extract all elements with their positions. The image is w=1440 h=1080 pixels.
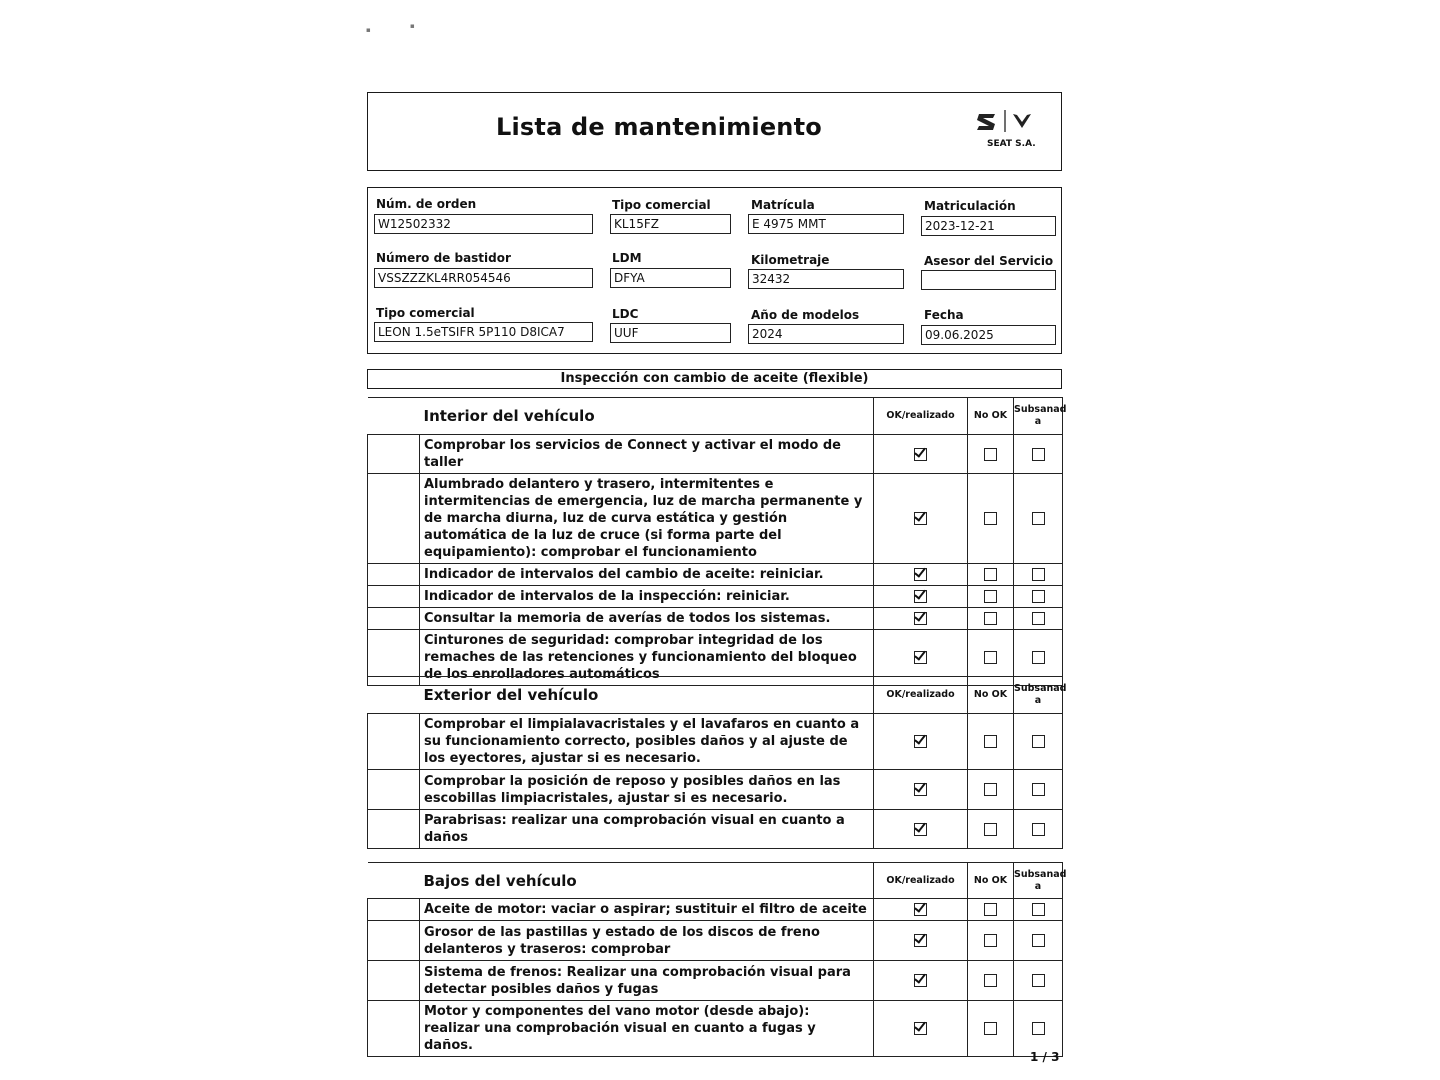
task-description: Indicador de intervalos de la inspección: reiniciar. [420,586,874,608]
field-label: Matriculación [924,199,1016,213]
table-row [368,961,1063,1001]
fixed-checkbox[interactable] [1032,735,1045,748]
ok-checkbox-cell [874,961,968,1001]
task-description: Indicador de intervalos del cambio de aceite: reiniciar. [420,564,874,586]
scan-speck: ▪ [366,26,371,34]
fixed-column-header: Subsanad a [1014,398,1063,435]
ok-checkbox[interactable] [914,590,927,603]
fixed-checkbox-cell [1014,474,1063,564]
registration-date-field: 2023-12-21 [921,216,1056,236]
scan-speck: ▪ [410,22,415,30]
ok-checkbox[interactable] [914,735,927,748]
section-title: Bajos del vehículo [368,863,874,899]
ldc-field: UUF [610,323,731,343]
not-ok-checkbox-cell [968,714,1014,770]
field-label: Número de bastidor [376,251,511,265]
mileage-field: 32432 [748,269,904,289]
ok-checkbox[interactable] [914,934,927,947]
table-row [368,714,1063,770]
not-ok-checkbox-cell [968,608,1014,630]
fixed-checkbox[interactable] [1032,612,1045,625]
ok-checkbox[interactable] [914,903,927,916]
fixed-column-header: Subsanad a [1014,677,1063,714]
fixed-checkbox[interactable] [1032,568,1045,581]
not-ok-checkbox[interactable] [984,974,997,987]
field-label: Año de modelos [751,308,860,322]
not-ok-checkbox-cell [968,810,1014,849]
row-marker [368,586,420,608]
ok-checkbox[interactable] [914,568,927,581]
order-number-field: W12502332 [374,214,593,234]
field-label: Fecha [924,308,964,322]
task-description: Comprobar el limpialavacristales y el lavafaros en cuanto a su funcionamiento correcto, posibles daños y al ajuste de los eyectores, ajustar si es necesario. [420,714,874,770]
fixed-checkbox-cell [1014,810,1063,849]
row-marker [368,1001,420,1057]
row-marker [368,810,420,849]
not-ok-checkbox[interactable] [984,612,997,625]
fixed-checkbox[interactable] [1032,974,1045,987]
table-row [368,770,1063,810]
row-marker [368,921,420,961]
table-row [368,564,1063,586]
task-description: Consultar la memoria de averías de todos los sistemas. [420,608,874,630]
not-ok-checkbox-cell [968,474,1014,564]
task-description: Motor y componentes del vano motor (desde abajo): realizar una comprobación visual en cuanto a fugas y daños. [420,1001,874,1057]
commercial-type-code-field: KL15FZ [610,214,731,234]
field-label: Tipo comercial [612,198,711,212]
row-marker [368,714,420,770]
task-description: Alumbrado delantero y trasero, intermitentes e intermitencias de emergencia, luz de marcha permanente y de marcha diurna, luz de curva estática y gestión automática de la luz de cruce (si forma parte del equipamiento): comprobar el funcionamiento [420,474,874,564]
fixed-checkbox-cell [1014,770,1063,810]
not-ok-checkbox[interactable] [984,903,997,916]
ok-checkbox-cell [874,770,968,810]
ok-column-header: OK/realizado [874,863,968,899]
date-field: 09.06.2025 [921,325,1056,345]
not-ok-checkbox-cell [968,770,1014,810]
field-label: Núm. de orden [376,197,477,211]
fixed-checkbox-cell [1014,921,1063,961]
commercial-type-field: LEON 1.5eTSIFR 5P110 D8ICA7 [374,322,593,342]
not-ok-checkbox[interactable] [984,735,997,748]
ok-checkbox-cell [874,1001,968,1057]
row-marker [368,474,420,564]
table-row [368,435,1063,474]
row-marker [368,564,420,586]
fixed-checkbox[interactable] [1032,903,1045,916]
task-description: Cinturones de seguridad: comprobar integridad de los remaches de las retenciones y funcionamiento del bloqueo de los enrolladores automáticos [420,630,874,686]
fixed-checkbox-cell [1014,961,1063,1001]
ok-checkbox-cell [874,474,968,564]
not-ok-checkbox-cell [968,961,1014,1001]
fixed-checkbox-cell [1014,564,1063,586]
row-marker [368,899,420,921]
fixed-checkbox[interactable] [1032,651,1045,664]
fixed-checkbox[interactable] [1032,1022,1045,1035]
task-description: Sistema de frenos: Realizar una comprobación visual para detectar posibles daños y fugas [420,961,874,1001]
fixed-checkbox[interactable] [1032,590,1045,603]
ok-checkbox[interactable] [914,974,927,987]
interior-section [367,397,1067,686]
fixed-column-header: Subsanad a [1014,863,1063,899]
not-ok-checkbox[interactable] [984,1022,997,1035]
model-year-field: 2024 [748,324,904,344]
task-description: Aceite de motor: vaciar o aspirar; sustituir el filtro de aceite [420,899,874,921]
table-row [368,1001,1063,1057]
ok-checkbox-cell [874,564,968,586]
field-label: Kilometraje [751,253,830,267]
fixed-checkbox-cell [1014,586,1063,608]
ok-checkbox-cell [874,608,968,630]
license-plate-field: E 4975 MMT [748,214,904,234]
not-ok-column-header: No OK [968,398,1014,435]
not-ok-column-header: No OK [968,677,1014,714]
field-label: Tipo comercial [376,306,475,320]
fixed-checkbox-cell [1014,899,1063,921]
not-ok-checkbox-cell [968,1001,1014,1057]
table-row [368,586,1063,608]
company-name: SEAT S.A. [987,139,1036,149]
fixed-checkbox-cell [1014,435,1063,474]
table-row [368,474,1063,564]
ok-checkbox[interactable] [914,512,927,525]
fixed-checkbox[interactable] [1032,823,1045,836]
not-ok-checkbox-cell [968,899,1014,921]
task-description: Grosor de las pastillas y estado de los discos de freno delanteros y traseros: comprobar [420,921,874,961]
field-label: Matrícula [751,198,815,212]
table-row [368,608,1063,630]
fixed-checkbox[interactable] [1032,512,1045,525]
not-ok-checkbox[interactable] [984,651,997,664]
ok-checkbox[interactable] [914,783,927,796]
exterior-section [367,676,1067,849]
not-ok-checkbox-cell [968,564,1014,586]
not-ok-column-header: No OK [968,863,1014,899]
row-marker [368,435,420,474]
section-title: Exterior del vehículo [368,677,874,714]
underbody-section [367,862,1067,1057]
ok-checkbox-cell [874,714,968,770]
ok-checkbox[interactable] [914,448,927,461]
fixed-checkbox[interactable] [1032,934,1045,947]
table-row [368,899,1063,921]
task-description: Comprobar la posición de reposo y posibles daños en las escobillas limpiacristales, ajustar si es necesario. [420,770,874,810]
page-title: Lista de mantenimiento [496,113,822,141]
ok-checkbox-cell [874,810,968,849]
ok-checkbox[interactable] [914,612,927,625]
ok-checkbox-cell [874,586,968,608]
ok-column-header: OK/realizado [874,677,968,714]
fixed-checkbox-cell [1014,714,1063,770]
field-label: Asesor del Servicio [924,254,1054,268]
ldm-field: DFYA [610,268,731,288]
not-ok-checkbox-cell [968,435,1014,474]
page-indicator: 1 / 3 [1030,1050,1060,1064]
fixed-checkbox-cell [1014,608,1063,630]
not-ok-checkbox[interactable] [984,783,997,796]
not-ok-checkbox[interactable] [984,823,997,836]
ok-checkbox[interactable] [914,1022,927,1035]
vin-field: VSSZZZKL4RR054546 [374,268,593,288]
not-ok-checkbox[interactable] [984,934,997,947]
ok-checkbox[interactable] [914,823,927,836]
ok-checkbox[interactable] [914,651,927,664]
not-ok-checkbox[interactable] [984,512,997,525]
row-marker [368,608,420,630]
ok-checkbox-cell [874,921,968,961]
field-label: LDC [612,307,639,321]
section-title: Interior del vehículo [368,398,874,435]
service-advisor-field [921,270,1056,290]
not-ok-checkbox[interactable] [984,568,997,581]
ok-checkbox-cell [874,435,968,474]
not-ok-checkbox-cell [968,586,1014,608]
task-description: Parabrisas: realizar una comprobación visual en cuanto a daños [420,810,874,849]
not-ok-checkbox[interactable] [984,590,997,603]
ok-checkbox-cell [874,899,968,921]
fixed-checkbox[interactable] [1032,783,1045,796]
fixed-checkbox[interactable] [1032,448,1045,461]
task-description: Comprobar los servicios de Connect y activar el modo de taller [420,435,874,474]
ok-column-header: OK/realizado [874,398,968,435]
table-row [368,810,1063,849]
row-marker [368,770,420,810]
fixed-checkbox-cell [1014,1001,1063,1057]
not-ok-checkbox-cell [968,921,1014,961]
not-ok-checkbox[interactable] [984,448,997,461]
row-marker [368,961,420,1001]
field-label: LDM [612,251,642,265]
inspection-type-banner: Inspección con cambio de aceite (flexible) [367,369,1062,389]
table-row [368,921,1063,961]
